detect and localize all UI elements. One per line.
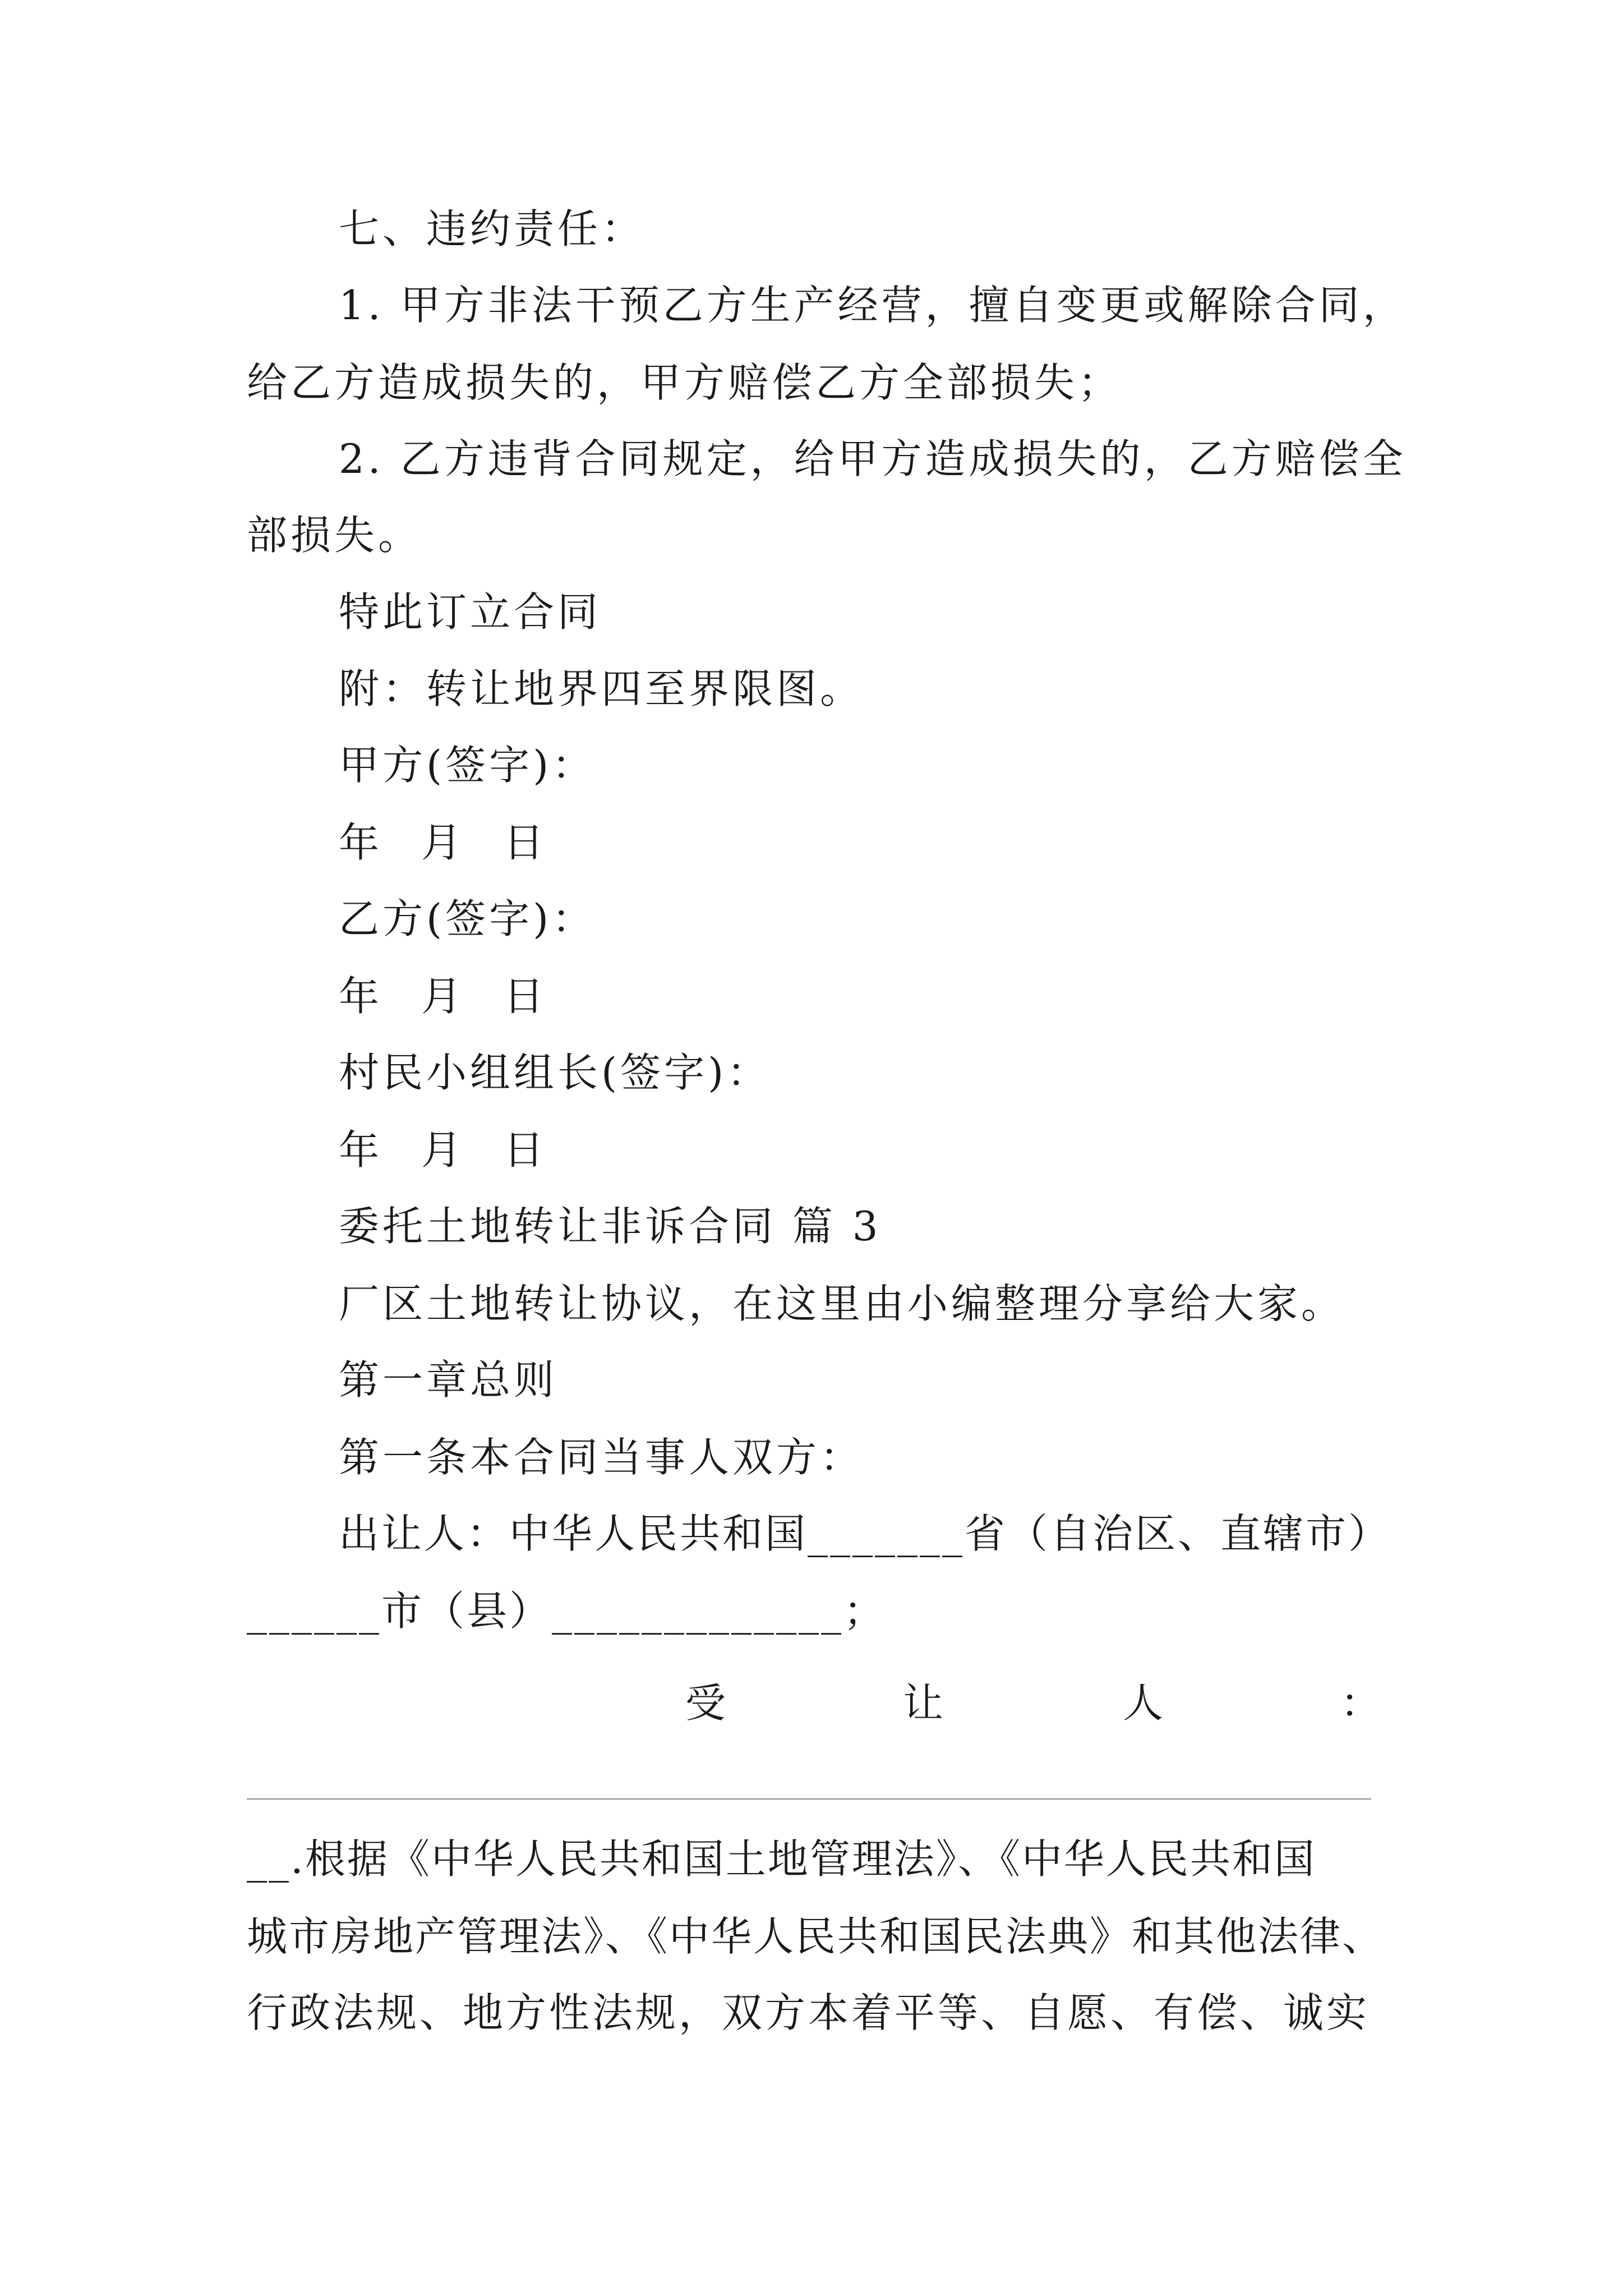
clause-1-line-2: 给乙方造成损失的，甲方赔偿乙方全部损失； [247, 359, 1122, 406]
party-a-signature-label: 甲方(签字)： [339, 742, 596, 789]
clause-2-line-2: 部损失。 [247, 512, 422, 559]
transferor-line-1: 出让人：中华人民共和国_______省（自治区、直辖市） [339, 1510, 1391, 1557]
transferor-line-2: ______市（县）_____________； [247, 1588, 887, 1635]
chapter-heading-general-provisions: 第一章总则 [339, 1356, 558, 1404]
party-b-signature-label: 乙方(签字)： [339, 895, 596, 942]
clause-1-line-1: 1. 甲方非法干预乙方生产经营，擅自变更或解除合同， [339, 282, 1407, 329]
contract-closing-statement: 特此订立合同 [339, 588, 602, 636]
group-leader-signature-label: 村民小组组长(签字)： [339, 1049, 771, 1096]
transferee-label-char-1: 受 [685, 1680, 726, 1727]
transferee-label-char-2: 让 [903, 1680, 944, 1727]
party-b-date-line: 年 月 日 [339, 973, 547, 1020]
party-a-date-line: 年 月 日 [339, 819, 547, 866]
transferee-blank-underline [247, 1798, 1371, 1800]
intro-paragraph: 厂区土地转让协议，在这里由小编整理分享给大家。 [339, 1280, 1345, 1327]
clause-2-line-1: 2. 乙方违背合同规定，给甲方造成损失的，乙方赔偿全 [339, 435, 1407, 482]
basis-paragraph-line-1: __.根据《中华人民共和国土地管理法》、《中华人民共和国 [247, 1835, 1316, 1883]
transferee-label-char-3: 人 [1123, 1680, 1164, 1727]
attachment-note: 附：转让地界四至界限图。 [339, 665, 864, 712]
basis-paragraph-line-3: 行政法规、地方性法规，双方本着平等、自愿、有偿、诚实 [247, 1989, 1370, 2036]
group-leader-date-line: 年 月 日 [339, 1126, 547, 1174]
transferee-label-colon: ： [1340, 1680, 1381, 1727]
article-title-part-3: 委托土地转让非诉合同 篇 3 [339, 1203, 882, 1250]
section-heading-breach-liability: 七、违约责任： [339, 205, 645, 252]
basis-paragraph-line-2: 城市房地产管理法》、《中华人民共和国民法典》和其他法律、 [247, 1913, 1385, 1960]
article-1-heading: 第一条本合同当事人双方： [339, 1434, 864, 1481]
